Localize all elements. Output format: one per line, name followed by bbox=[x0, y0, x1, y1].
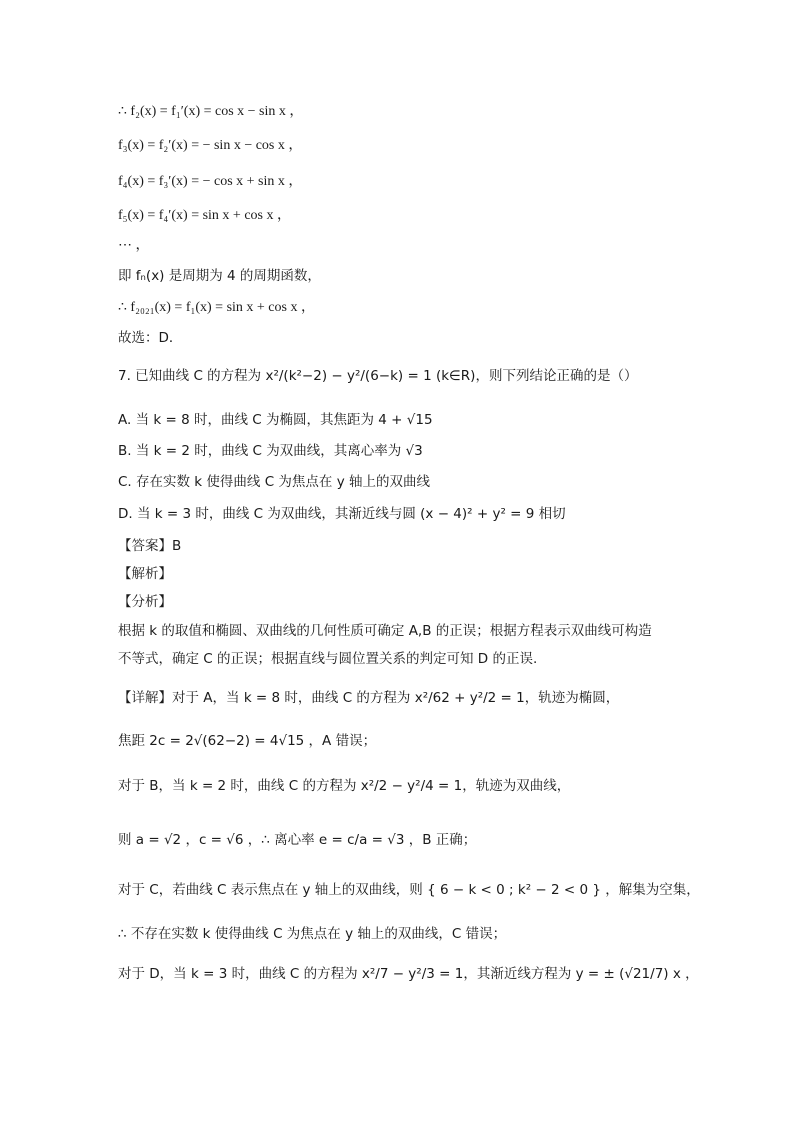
solution-line-choice: 故选：D． bbox=[118, 330, 183, 346]
detail-line-a-focal: 焦距 2c = 2√(62−2) = 4√15 ，A 错误； bbox=[118, 733, 377, 749]
detail-line-d: 对于 D，当 k = 3 时，曲线 C 的方程为 x²/7 − y²/3 = 1，其渐近线方程为 y = ± (√21/7) x ， bbox=[118, 966, 699, 982]
reasoning-label: 【分析】 bbox=[118, 594, 172, 610]
answer-label: 【答案】B bbox=[118, 538, 182, 554]
solution-line-periodic: 即 fₙ(x) 是周期为 4 的周期函数， bbox=[118, 268, 321, 284]
solution-line-f2021: ∴ f₂₀₂₁(x) = f₁(x) = sin x + cos x ， bbox=[118, 300, 315, 315]
solution-line-f3: f₃(x) = f₂′(x) = − sin x − cos x ， bbox=[118, 138, 303, 153]
detail-line-c-conclusion: ∴ 不存在实数 k 使得曲线 C 为焦点在 y 轴上的双曲线，C 错误； bbox=[118, 926, 507, 942]
question-7-stem: 7. 已知曲线 C 的方程为 x²/(k²−2) − y²/(6−k) = 1 (k∈R)，则下列结论正确的是（） bbox=[118, 368, 638, 384]
detail-line-b: 对于 B，当 k = 2 时，曲线 C 的方程为 x²/2 − y²/4 = 1，轨迹为双曲线， bbox=[118, 778, 571, 794]
option-d: D. 当 k = 3 时，曲线 C 为双曲线，其渐近线与圆 (x − 4)² + y² = 9 相切 bbox=[118, 506, 566, 522]
option-a: A. 当 k = 8 时，曲线 C 为椭圆，其焦距为 4 + √15 bbox=[118, 412, 433, 428]
solution-line-f2: ∴ f₂(x) = f₁′(x) = cos x − sin x ， bbox=[118, 104, 304, 119]
detail-line-a: 【详解】对于 A，当 k = 8 时，曲线 C 的方程为 x²/62 + y²/2 = 1，轨迹为椭圆， bbox=[118, 690, 620, 706]
reasoning-line-2: 不等式，确定 C 的正误；根据直线与圆位置关系的判定可知 D 的正误. bbox=[118, 651, 538, 667]
solution-line-ellipsis: ⋯ ， bbox=[118, 238, 150, 253]
solution-line-f4: f₄(x) = f₃′(x) = − cos x + sin x ， bbox=[118, 174, 303, 189]
solution-line-f5: f₅(x) = f₄′(x) = sin x + cos x ， bbox=[118, 208, 291, 223]
detail-line-b-eccentricity: 则 a = √2 ，c = √6 ，∴ 离心率 e = c/a = √3 ，B 正确； bbox=[118, 832, 477, 848]
option-c: C. 存在实数 k 使得曲线 C 为焦点在 y 轴上的双曲线 bbox=[118, 474, 430, 490]
reasoning-line-1: 根据 k 的取值和椭圆、双曲线的几何性质可确定 A,B 的正误；根据方程表示双曲线可构造 bbox=[118, 623, 652, 639]
analysis-label: 【解析】 bbox=[118, 566, 172, 582]
option-b: B. 当 k = 2 时，曲线 C 为双曲线，其离心率为 √3 bbox=[118, 443, 423, 459]
detail-line-c: 对于 C，若曲线 C 表示焦点在 y 轴上的双曲线，则 { 6 − k < 0 ; k² − 2 < 0 } ，解集为空集， bbox=[118, 882, 700, 898]
